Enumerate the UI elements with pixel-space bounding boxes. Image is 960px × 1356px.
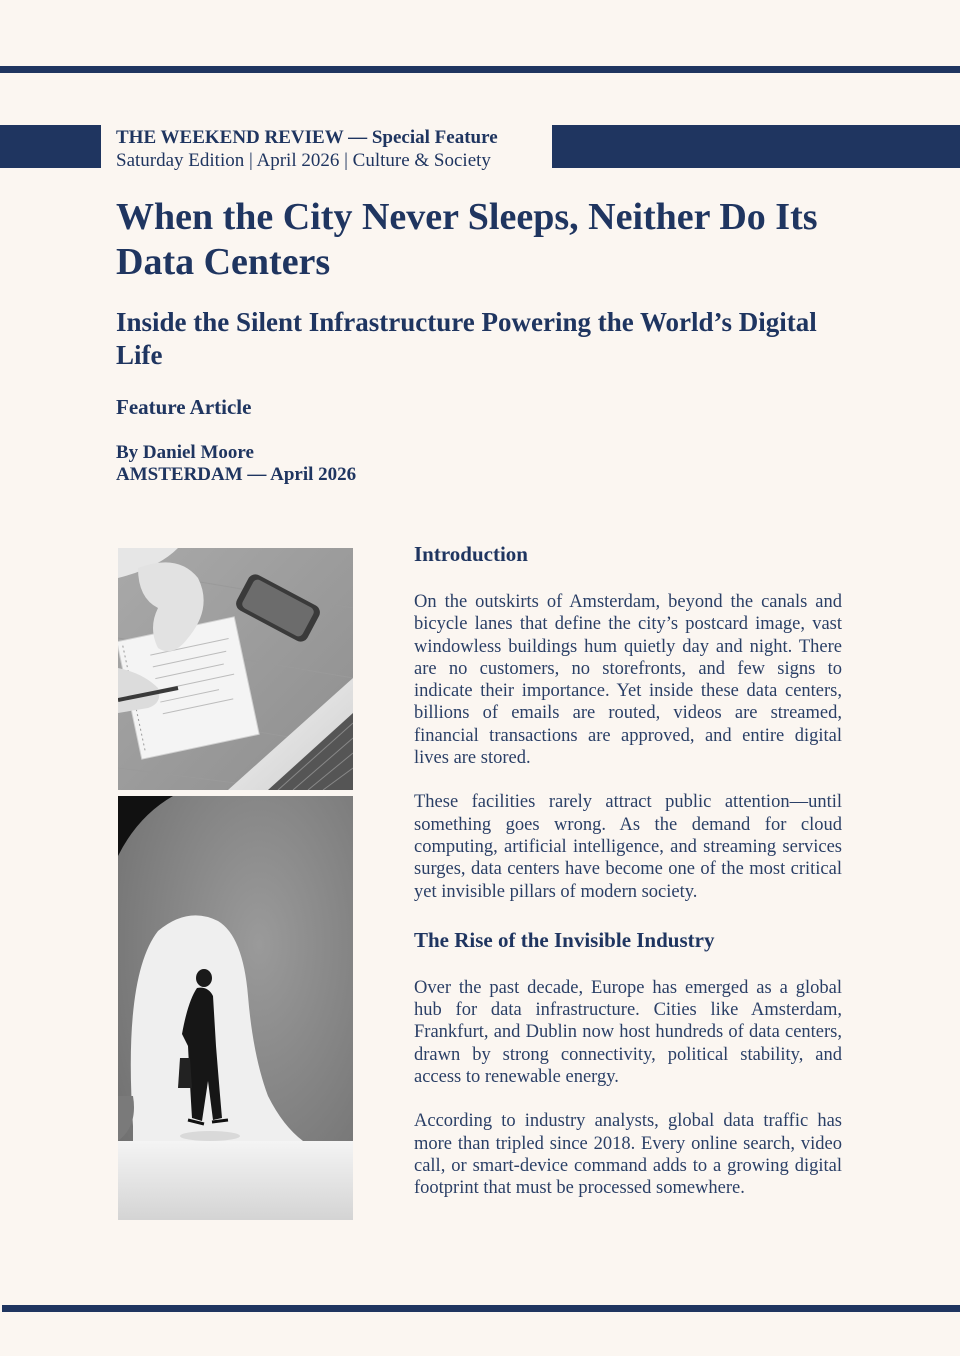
paragraph: On the outskirts of Amsterdam, beyond the canals and bicycle lanes that define the city’s postcard image, vast windowless buildings hum quietly day and night. There are no customers, no storefronts, and few signs to indicate their importance. Yet inside these data centers, billions of emails are routed, videos are streamed, financial transactions are approved, and entire digital lives are stored. xyxy=(414,592,842,769)
desk-photo xyxy=(118,548,353,790)
edition-line: Saturday Edition | April 2026 | Culture & Society xyxy=(116,150,491,171)
paragraph: According to industry analysts, global data traffic has more than tripled since 2018. Every online search, video call, or smart-device command adds to a growing digital footprint that must be processed somewhere. xyxy=(414,1111,842,1199)
bottom-rule xyxy=(2,1305,960,1312)
article-body xyxy=(414,541,842,1222)
section-heading-introduction: Introduction xyxy=(414,542,528,566)
desk-illustration xyxy=(118,548,353,790)
dateline: AMSTERDAM — April 2026 xyxy=(116,464,357,485)
arch-illustration xyxy=(118,796,353,1220)
top-rule xyxy=(0,66,960,73)
kicker: Feature Article xyxy=(116,395,252,419)
paragraph: Over the past decade, Europe has emerged as a global hub for data infrastructure. Cities like Amsterdam, Frankfurt, and Dublin now host hundreds of data centers, drawn by strong connectivity, political stability, and access to renewable energy. xyxy=(414,977,842,1088)
masthead xyxy=(116,127,546,172)
author: By Daniel Moore xyxy=(116,442,254,463)
byline xyxy=(116,442,356,486)
paragraph: These facilities rarely attract public attention—until something goes wrong. As the demand for cloud computing, artificial intelligence, and streaming services surges, data centers have become one of the most critical yet invisible pillars of modern society. xyxy=(414,792,842,902)
subheadline: Inside the Silent Infrastructure Powering the World’s Digital Life xyxy=(116,307,817,370)
section-heading-rise: The Rise of the Invisible Industry xyxy=(414,927,715,952)
masthead-band-right xyxy=(552,125,960,168)
publication-name: THE WEEKEND REVIEW — Special Feature xyxy=(116,127,498,148)
masthead-band-left xyxy=(0,125,101,168)
arch-photo xyxy=(118,796,353,1220)
headline: When the City Never Sleeps, Neither Do Its Data Centers xyxy=(116,196,818,283)
